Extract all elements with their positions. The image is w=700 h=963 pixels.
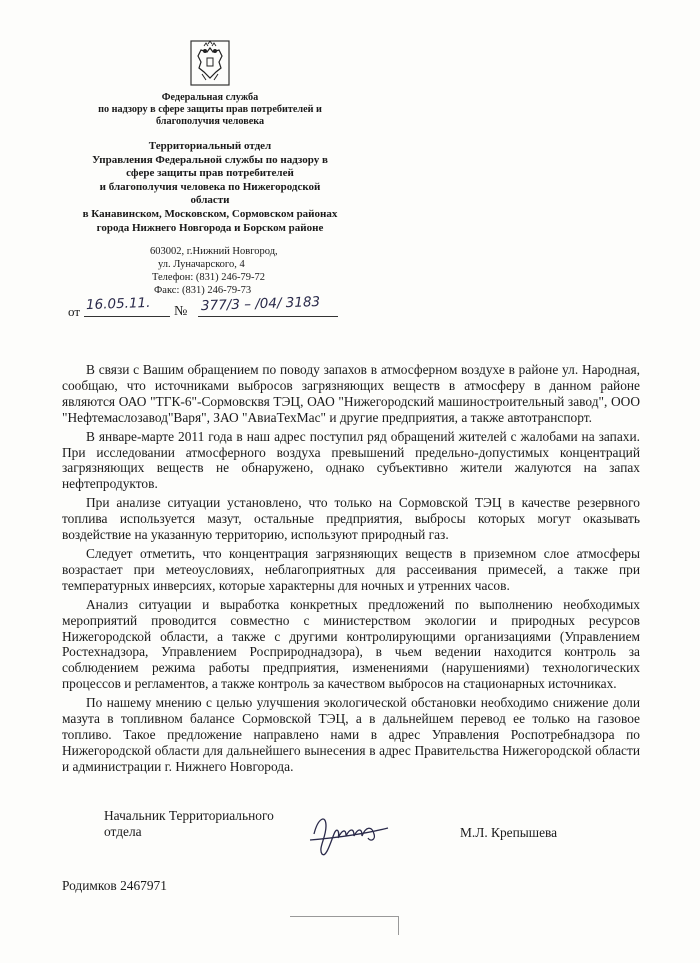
body-paragraph: Следует отметить, что концентрация загрязняющих веществ в приземном слое атмосферы возрастает при метеоусловиях, неблагоприятных для рассеивания примесей, а также при температурных инверсиях, которые характерны для ночных и утренних часов. [62,545,640,593]
agency-line: благополучия человека [155,116,265,127]
body-paragraph: В связи с Вашим обращением по поводу запахов в атмосферном воздухе в районе ул. Народная, сообщаю, что источниками выбросов загрязняющих веществ в атмосферу в данном районе являются ОАО "ТГК-6"-Сормовсквя ТЭЦ, ОАО "Нижегородский машиностроительный завод", ООО "Нефтемаслозавод"Варя", ЗАО "АвиаТехМас" и другие предприятия, а также автотранспорт. [62,362,640,425]
phone-line: Телефон: (831) 246-79-72 [152,272,266,284]
scan-artifact [290,916,399,935]
agency-line: Федеральная служба [161,92,259,103]
body-paragraph: Анализ ситуации и выработка конкретных предложений по выполнению необходимых мероприятий проводится совместно с министерством экологии и природных ресурсов Нижегородской области, а также с другими контролирующими организациями (Управлением Ростехнадзора, Управлением Росприроднадзора), в чьем ведении находится контроль за соблюдением режима работы предприятия, изменениями (нарушениями) технологических процессов и регламентов, а также контроль за качеством выбросов на стационарных источниках. [62,596,640,692]
handwritten-signature-icon [304,804,394,860]
signatory-title: Начальник Территориального отдела [104,808,274,839]
number-label: № [174,304,188,319]
department-line: в Канавинском, Московском, Сормовском районах [82,207,338,220]
date-underline [84,316,170,317]
address-block [60,245,360,297]
letterhead [60,40,360,297]
number-underline [198,316,338,317]
department-line: и благополучия человека по Нижегородской [99,180,321,193]
department-line: Территориальный отдел [148,140,272,152]
address-line: ул. Луначарского, 4 [158,259,245,271]
department-line: области [190,194,230,207]
executor-contact: Родимков 2467971 [62,878,167,893]
signature-block [104,808,604,868]
coat-of-arms-icon [190,40,230,86]
handwritten-date: 16.05.11. [85,294,151,314]
department-line: города Нижнего Новгорода и Борском районе [96,221,324,234]
body-paragraph: В январе-марте 2011 года в наш адрес поступил ряд обращений жителей с жалобами на запахи. При исследовании атмосферного воздуха превышений предельно-допустимых концентраций загрязняющих веществ не обнаружено, однако субъективно жители жалуются на запах нефтепродуктов. [62,428,640,492]
date-label: от [68,304,81,319]
reference-line [68,293,348,320]
handwritten-number: 377/3 – /04/ 3183 [200,293,321,315]
body-paragraph: При анализе ситуации установлено, что только на Сормовской ТЭЦ в качестве резервного топлива используется мазут, остальные предприятия, выбросы которых могут оказывать воздействие на указанную территорию, используют природный газ. [62,495,640,543]
fax-line: Факс: (831) 246-79-73 [154,285,252,297]
address-line: 603002, г.Нижний Новгород, [150,246,278,258]
signatory-name: М.Л. Крепышева [460,825,558,840]
agency-name [60,92,360,128]
department-line: сфере защиты прав потребителей [126,167,294,180]
body-paragraph: По нашему мнению с целью улучшения экологической обстановки необходимо снижение доли мазута в топливном балансе Сормовской ТЭЦ, а в дальнейшем перевод ее только на газовое топливо. Такое предложение направлено нами в адрес Управления Роспотребнадзора по Нижегородской области для дальнейшего вынесения в адрес Правительства Нижегородской области и администрации г. Нижнего Новгорода. [62,695,640,774]
department-line: Управления Федеральной службы по надзору в [92,153,328,166]
letter-body [62,362,640,778]
department-name [60,140,360,235]
agency-line: по надзору в сфере защиты прав потребителей и [98,104,322,115]
